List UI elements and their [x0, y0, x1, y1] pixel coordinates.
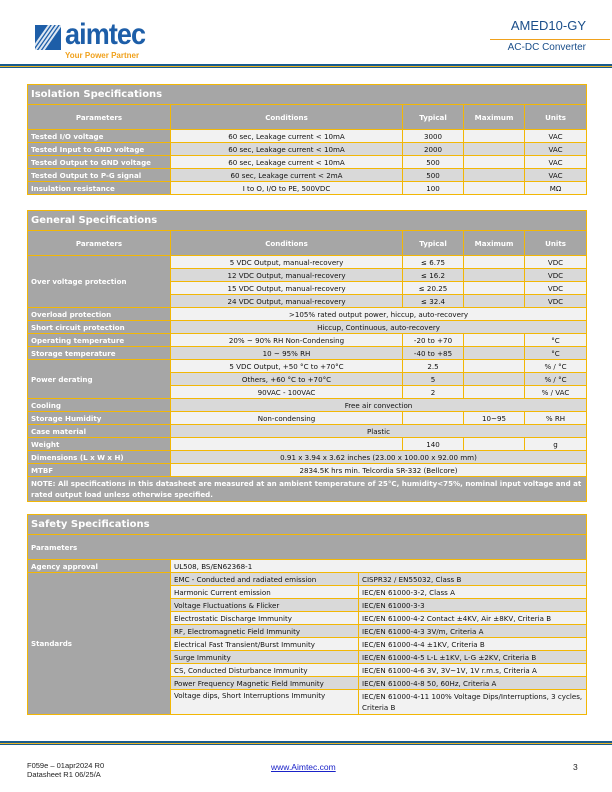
standard: IEC/EN 61000-4-5 L-L ±1KV, L-G ±2KV, Criteria B [359, 651, 587, 664]
typical-value: 500 [403, 156, 464, 169]
unit: VAC [525, 130, 587, 143]
typical-value: 2000 [403, 143, 464, 156]
condition: 5 VDC Output, manual-recovery [171, 256, 403, 269]
maximum-value [464, 130, 525, 143]
col-header-parameters: Parameters [28, 231, 171, 256]
product-name: AMED10-GY [510, 18, 586, 33]
spec-value: Hiccup, Continuous, auto-recovery [171, 321, 587, 334]
unit: g [525, 438, 587, 451]
typical-value: 140 [403, 438, 464, 451]
maximum-value [464, 269, 525, 282]
param-name: Short circuit protection [28, 321, 171, 334]
test-name: RF, Electromagnetic Field Immunity [171, 625, 359, 638]
table-row [28, 399, 587, 412]
typical-value: 3000 [403, 130, 464, 143]
condition: 60 sec, Leakage current < 10mA [171, 143, 403, 156]
unit: VDC [525, 282, 587, 295]
table-row [28, 360, 587, 373]
table-row [28, 321, 587, 334]
col-header-units: Units [525, 231, 587, 256]
unit: % RH [525, 412, 587, 425]
unit: VDC [525, 269, 587, 282]
col-header-maximum: Maximum [464, 231, 525, 256]
table-row [28, 182, 587, 195]
condition: 5 VDC Output, +50 °C to +70°C [171, 360, 403, 373]
spec-value: UL508, BS/EN62368-1 [171, 560, 587, 573]
maximum-value [464, 438, 525, 451]
unit: VAC [525, 143, 587, 156]
unit: VAC [525, 156, 587, 169]
page-number: 3 [573, 762, 578, 772]
condition: I to O, I/O to PE, 500VDC [171, 182, 403, 195]
unit: % / VAC [525, 386, 587, 399]
param-name: Power derating [28, 360, 171, 399]
typical-value: 2.5 [403, 360, 464, 373]
spec-value: Free air convection [171, 399, 587, 412]
table-row [28, 560, 587, 573]
typical-value [403, 412, 464, 425]
standard: CISPR32 / EN55032, Class B [359, 573, 587, 586]
test-name: Electrical Fast Transient/Burst Immunity [171, 638, 359, 651]
test-name: Electrostatic Discharge Immunity [171, 612, 359, 625]
maximum-value: 10~95 [464, 412, 525, 425]
maximum-value [464, 347, 525, 360]
maximum-value [464, 182, 525, 195]
unit: VDC [525, 256, 587, 269]
param-name: Cooling [28, 399, 171, 412]
unit: °C [525, 334, 587, 347]
unit: VDC [525, 295, 587, 308]
typical-value: ≤ 32.4 [403, 295, 464, 308]
maximum-value [464, 169, 525, 182]
spec-value: 0.91 x 3.94 x 3.62 inches (23.00 x 100.00 x 92.00 mm) [171, 451, 587, 464]
param-name: Tested I/O voltage [28, 130, 171, 143]
footer-divider [0, 741, 612, 745]
test-name: Voltage Fluctuations & Flicker [171, 599, 359, 612]
table-row [28, 438, 587, 451]
table-row [28, 425, 587, 438]
test-name: Harmonic Current emission [171, 586, 359, 599]
unit: % / °C [525, 373, 587, 386]
typical-value: ≤ 6.75 [403, 256, 464, 269]
condition: 10 ~ 95% RH [171, 347, 403, 360]
table-row [28, 256, 587, 269]
maximum-value [464, 156, 525, 169]
param-name: Standards [28, 573, 171, 715]
logo-mark-icon [35, 25, 61, 50]
table-row [28, 412, 587, 425]
param-name: Agency approval [28, 560, 171, 573]
standard: IEC/EN 61000-3-3 [359, 599, 587, 612]
maximum-value [464, 360, 525, 373]
condition: Non-condensing [171, 412, 403, 425]
standard: IEC/EN 61000-4-4 ±1KV, Criteria B [359, 638, 587, 651]
maximum-value [464, 256, 525, 269]
param-name: Dimensions (L x W x H) [28, 451, 171, 464]
maximum-value [464, 373, 525, 386]
param-name: MTBF [28, 464, 171, 477]
test-name: Power Frequency Magnetic Field Immunity [171, 677, 359, 690]
maximum-value [464, 334, 525, 347]
table-row [28, 130, 587, 143]
standard: IEC/EN 61000-4-8 50, 60Hz, Criteria A [359, 677, 587, 690]
general-specs-table [27, 210, 587, 502]
typical-value: ≤ 16.2 [403, 269, 464, 282]
condition: Others, +60 °C to +70°C [171, 373, 403, 386]
website-link[interactable]: www.Aimtec.com [271, 762, 336, 772]
table-row [28, 308, 587, 321]
unit: MΩ [525, 182, 587, 195]
typical-value: -40 to +85 [403, 347, 464, 360]
condition: 24 VDC Output, manual-recovery [171, 295, 403, 308]
typical-value: 100 [403, 182, 464, 195]
table-row [28, 169, 587, 182]
condition: 60 sec, Leakage current < 10mA [171, 156, 403, 169]
table-row [28, 464, 587, 477]
table-row [28, 143, 587, 156]
logo-tagline: Your Power Partner [65, 51, 140, 60]
maximum-value [464, 143, 525, 156]
param-name: Case material [28, 425, 171, 438]
param-name: Tested Output to P-G signal [28, 169, 171, 182]
table-row [28, 573, 587, 586]
condition: 60 sec, Leakage current < 10mA [171, 130, 403, 143]
spec-value: Plastic [171, 425, 587, 438]
condition: 90VAC - 100VAC [171, 386, 403, 399]
standard: IEC/EN 61000-4-3 3V/m, Criteria A [359, 625, 587, 638]
typical-value: ≤ 20.25 [403, 282, 464, 295]
unit: VAC [525, 169, 587, 182]
param-name: Tested Output to GND voltage [28, 156, 171, 169]
datasheet-revision: Datasheet R1 06/25/A [27, 769, 101, 779]
maximum-value [464, 282, 525, 295]
isolation-specs-table [27, 84, 587, 195]
col-header-typical: Typical [403, 231, 464, 256]
condition: 60 sec, Leakage current < 2mA [171, 169, 403, 182]
maximum-value [464, 295, 525, 308]
form-code: F059e – 01apr2024 R0 [27, 761, 105, 770]
product-title-underline [490, 39, 610, 40]
test-name: Surge Immunity [171, 651, 359, 664]
standard: IEC/EN 61000-4-2 Contact ±4KV, Air ±8KV, Criteria B [359, 612, 587, 625]
typical-value: 500 [403, 169, 464, 182]
col-header-parameters: Parameters [28, 105, 171, 130]
specs-note: NOTE: All specifications in this datasheet are measured at an ambient temperature of 25°C, humidity<75%, nominal input voltage and at rated output load unless otherwise specified. [28, 477, 587, 502]
test-name: Voltage dips, Short Interruptions Immunity [171, 690, 359, 715]
spec-value: >105% rated output power, hiccup, auto-recovery [171, 308, 587, 321]
condition: 12 VDC Output, manual-recovery [171, 269, 403, 282]
maximum-value [464, 386, 525, 399]
typical-value: 2 [403, 386, 464, 399]
standard: IEC/EN 61000-4-11 100% Voltage Dips/Interruptions, 3 cycles, Criteria B [359, 690, 587, 715]
table-row [28, 347, 587, 360]
condition: 15 VDC Output, manual-recovery [171, 282, 403, 295]
aimtec-logo [35, 18, 160, 64]
col-header-conditions: Conditions [171, 105, 403, 130]
standard: IEC/EN 61000-4-6 3V, 3V~1V, 1V r.m.s, Criteria A [359, 664, 587, 677]
col-header-conditions: Conditions [171, 231, 403, 256]
product-subtitle: AC-DC Converter [507, 42, 586, 53]
table-row [28, 334, 587, 347]
condition [171, 438, 403, 451]
col-header-parameters: Parameters [28, 535, 587, 560]
test-name: EMC - Conducted and radiated emission [171, 573, 359, 586]
standard: IEC/EN 61000-3-2, Class A [359, 586, 587, 599]
param-name: Storage Humidity [28, 412, 171, 425]
typical-value: 5 [403, 373, 464, 386]
param-name: Operating temperature [28, 334, 171, 347]
param-name: Weight [28, 438, 171, 451]
param-name: Overload protection [28, 308, 171, 321]
unit: % / °C [525, 360, 587, 373]
footer-doc-info [27, 762, 104, 779]
section-title: Safety Specifications [28, 515, 587, 535]
typical-value: -20 to +70 [403, 334, 464, 347]
spec-value: 2834.5K hrs min. Telcordia SR-332 (Bellcore) [171, 464, 587, 477]
safety-specs-table [27, 514, 587, 715]
param-name: Over voltage protection [28, 256, 171, 308]
param-name: Tested Input to GND voltage [28, 143, 171, 156]
col-header-maximum: Maximum [464, 105, 525, 130]
condition: 20% ~ 90% RH Non-Condensing [171, 334, 403, 347]
header-divider [0, 64, 612, 68]
col-header-typical: Typical [403, 105, 464, 130]
test-name: CS, Conducted Disturbance Immunity [171, 664, 359, 677]
col-header-units: Units [525, 105, 587, 130]
param-name: Insulation resistance [28, 182, 171, 195]
section-title: Isolation Specifications [28, 85, 587, 105]
param-name: Storage temperature [28, 347, 171, 360]
table-row [28, 451, 587, 464]
table-row [28, 156, 587, 169]
unit: °C [525, 347, 587, 360]
logo-wordmark: aimtec [65, 18, 146, 51]
section-title: General Specifications [28, 211, 587, 231]
